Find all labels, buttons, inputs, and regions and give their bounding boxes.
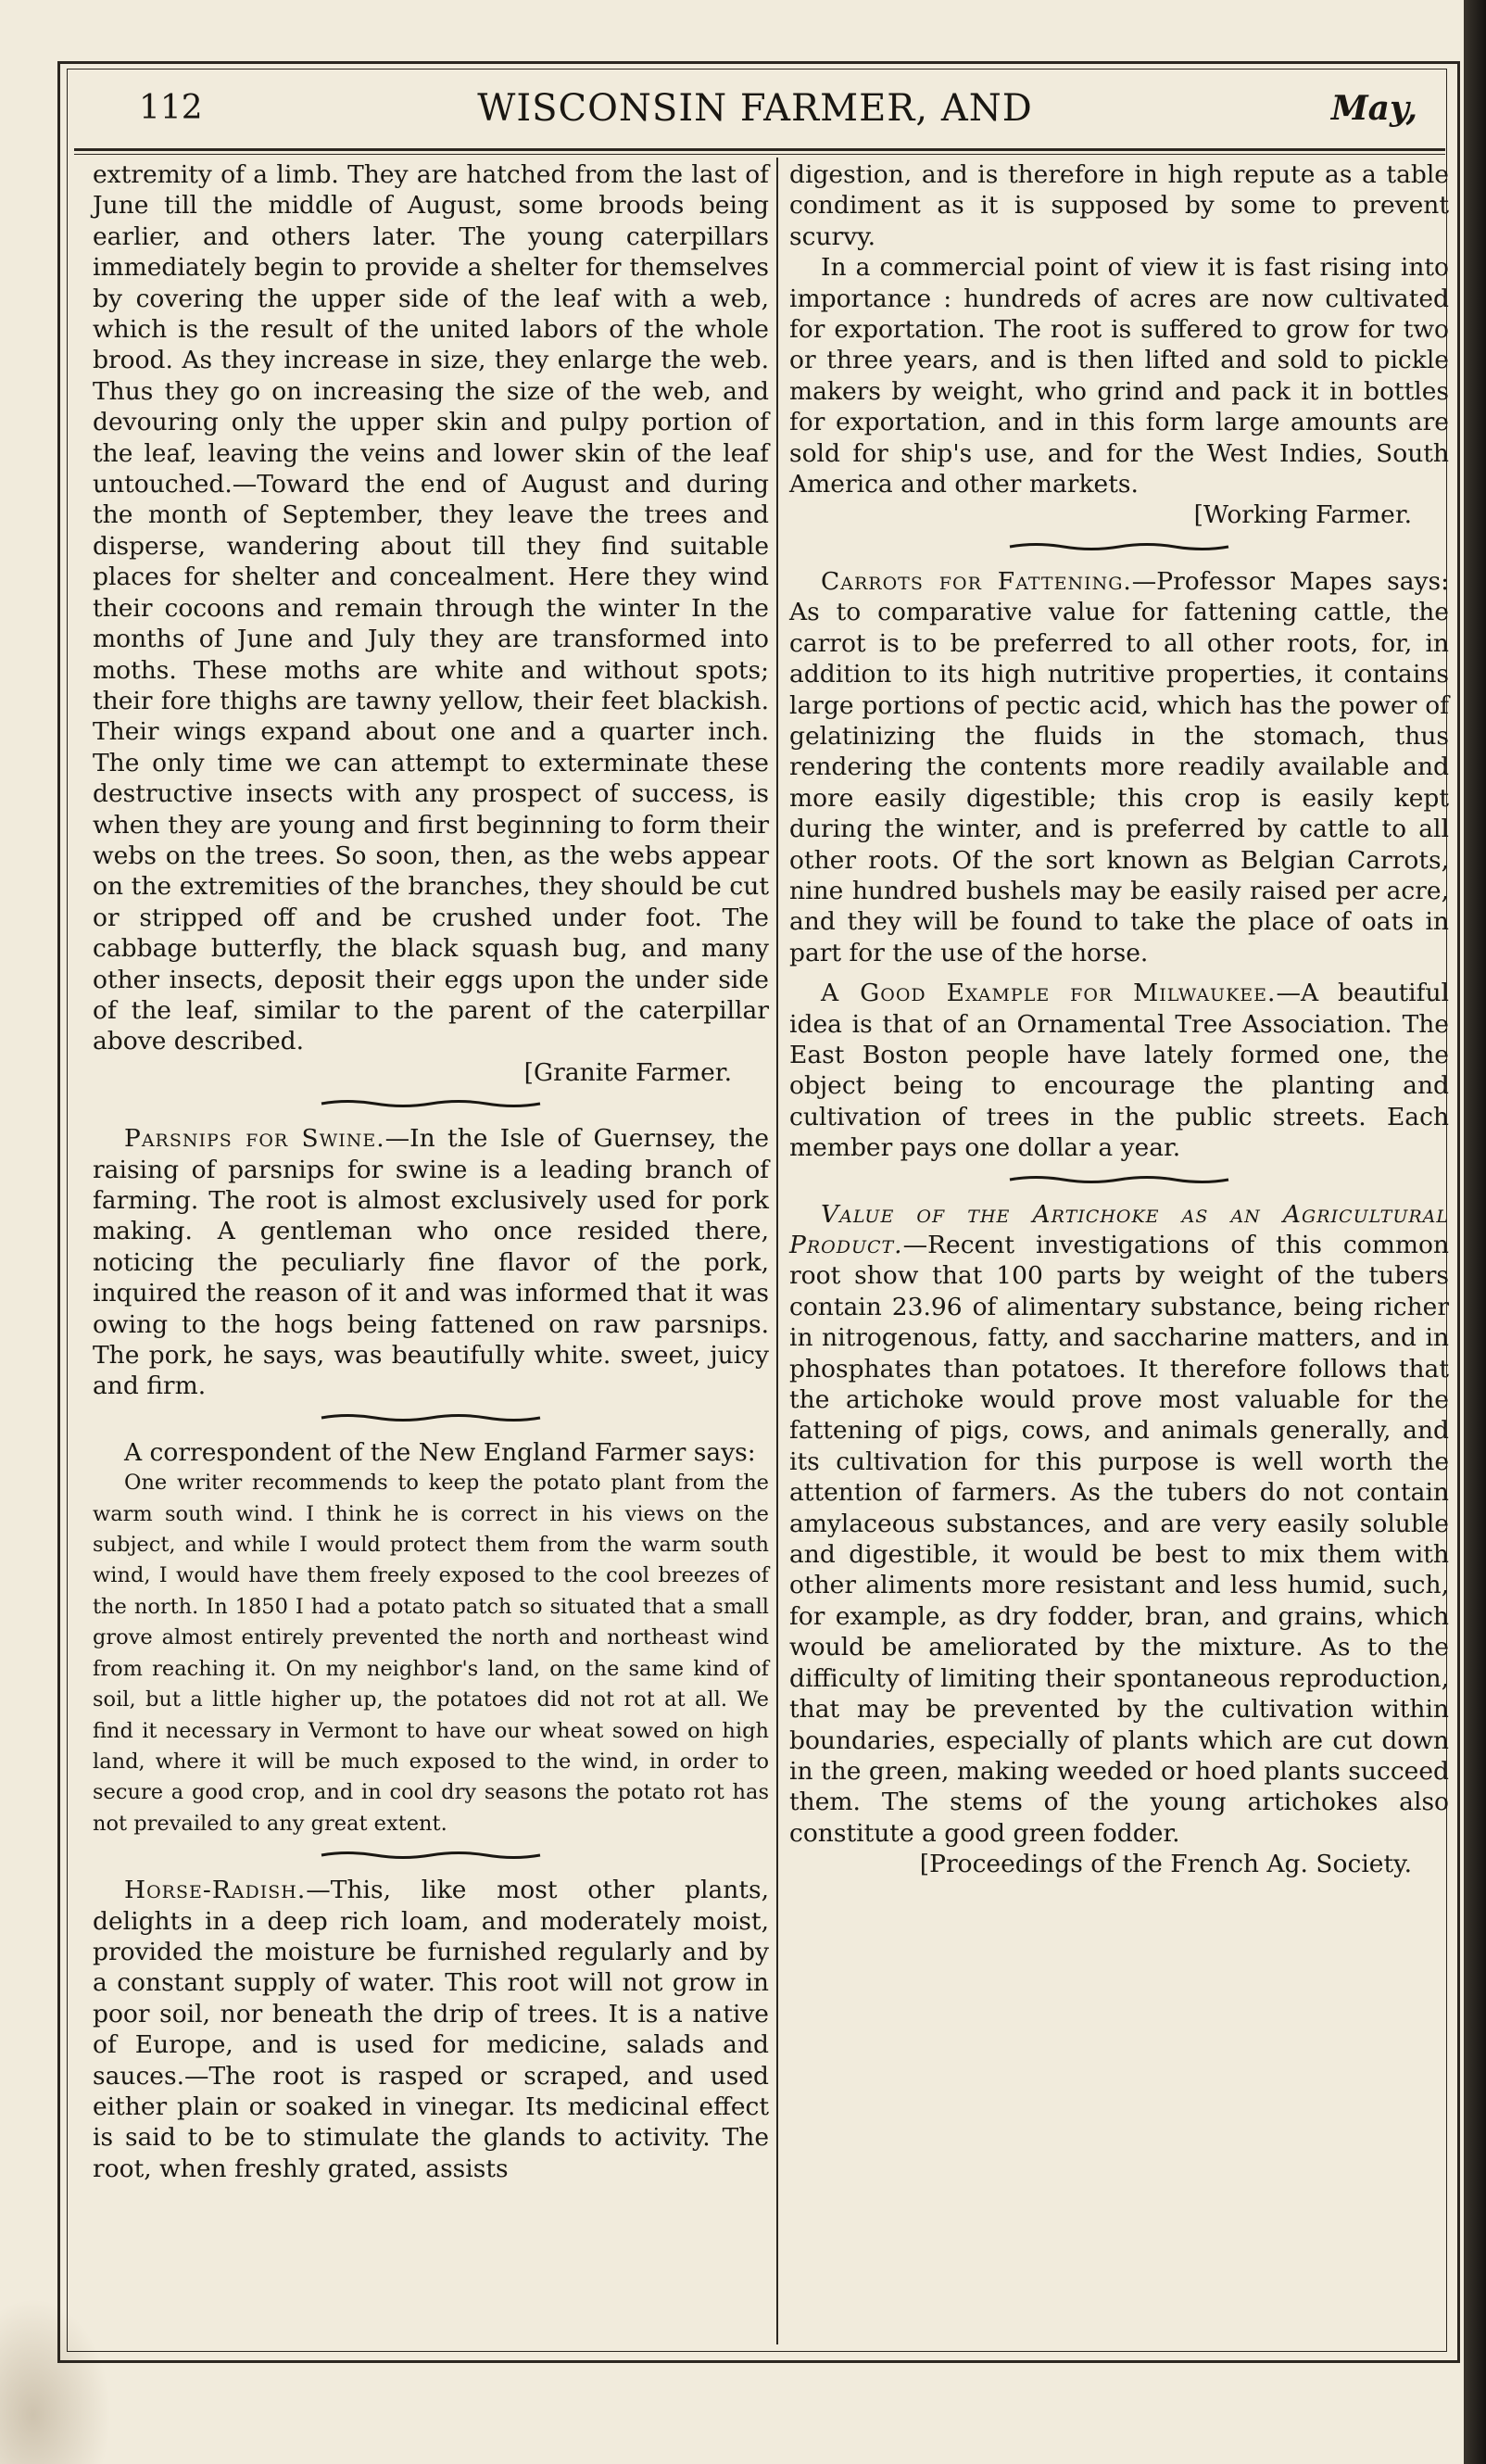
horse-radish-article [93, 1875, 769, 2184]
artichoke-source: [Proceedings of the French Ag. Society. [919, 1850, 1412, 1879]
ornamental-divider [320, 1849, 542, 1862]
caterpillar-article-text: extremity of a limb. They are hatched from the last of June till the middle of August, some broods being earlier, and others later. The young caterpillars immediately begin to provide a shelter for themselves by covering the upper side of the leaf with a web, which is the result of the united labors of the whole brood. As they increase in size, they enlarge the web. Thus they go on increasing the size of the web, and devouring only the upper skin and pulpy portion of the leaf, leaving the veins and lower skin of the leaf untouched.—Toward the end of August and during the month of September, they leave the trees and disperse, wandering about till they find suitable places for shelter and concealment. Here they wind their cocoons and remain through the winter In the months of June and July they are transformed into moths. These moths are white and without spots; their fore thighs are tawny yellow, their feet blackish. Their wings expand about one and a quarter inch. The only time we can attempt to exterminate these destructive insects with any prospect of success, is when they are young and first beginning to form their webs on the trees. So soon, then, as the webs appear on the extremities of the branches, they should be cut or stripped off and be crushed under foot. The cabbage butterfly, the black squash bug, and many other insects, deposit their eggs upon the under side of the leaf, similar to the parent of the caterpillar above described. [93, 160, 769, 1056]
left-column [93, 159, 769, 2184]
artichoke-article [789, 1199, 1449, 1850]
milwaukee-text: —A beautiful idea is that of an Ornamental Tree Association. The East Boston people have lately formed one, the object being to encourage the planting and cultivation of trees in the public streets. Each member pays one dollar a year. [789, 979, 1449, 1163]
ornamental-divider [320, 1097, 542, 1110]
carrots-article [789, 566, 1449, 968]
header-rule-thin [74, 154, 1445, 155]
ornamental-divider [1008, 540, 1230, 553]
header-rule [74, 148, 1445, 151]
ornamental-divider [320, 1411, 542, 1424]
artichoke-text: —Recent investigations of this common root show that 100 parts by weight of the tubers contain 23.96 of alimentary substance, being richer in nitrogenous, fatty, and saccharine matters, and in phosphates than potatoes. It therefore follows that the artichoke would prove most valuable for the fattening of pigs, cows, and animals generally, and its cultivation for this purpose is well worth the attention of farmers. As the tubers do not contain amylaceous substances, and are very easily soluble and digestible, it would be best to mix them with other aliments more resistant and less humid, such, for example, as dry fodder, bran, and grains, which would be ameliorated by the mixture. As to the difficulty of limiting their spontaneous reproduction, that may be prevented by the cultivation within boundaries, especially of plants which are cut down in the green, making weeded or hoed plants succeed them. The stems of the young artichokes also constitute a good green fodder. [789, 1231, 1449, 1848]
potato-letter-text: One writer recommends to keep the potato plant from the warm south wind. I think he is correct in his views on the subject, and while I would protect them from the warm south wind, I would have them freely exposed to the cool breezes of the north. In 1850 I had a potato patch so situated that a small grove almost entirely prevented the north and northeast wind from reaching it. On my neighbor's land, on the same kind of soil, but a little higher up, the potatoes did not rot at all. We find it necessary in Vermont to have our wheat sowed on high land, where it will be much exposed to the wind, in order to secure a good crop, and in cool dry seasons the potato rot has not prevailed to any great extent. [93, 1471, 769, 1836]
page-number: 112 [139, 89, 203, 127]
horse-radish-source: [Working Farmer. [1193, 500, 1412, 530]
carrots-heading: Carrots for Fattening. [821, 566, 1132, 596]
caterpillar-source: [Granite Farmer. [523, 1057, 732, 1087]
bottom-rule [57, 2361, 1458, 2363]
parsnips-heading: Parsnips for Swine. [124, 1124, 385, 1154]
horse-radish-text: —This, like most other plants, delights in a deep rich loam, and moderately moist, provided the moisture be furnished regularly and by a constant supply of water. This root will not grow in poor soil, nor beneath the drip of trees. It is a native of Europe, and is used for medicine, salads and sauces.—The root is rasped or scraped, and used either plain or soaked in vinegar. Its medicinal effect is said to be to stimulate the glands to activity. The root, when freshly grated, assists [93, 1876, 769, 2183]
potato-intro: A correspondent of the New England Farmer says: [124, 1437, 756, 1467]
running-header [74, 82, 1436, 156]
right-column [789, 159, 1449, 1880]
artichoke-heading: Value of the Artichoke as an Agricultural Product. [789, 1199, 1449, 1259]
parsnips-article [93, 1123, 769, 1402]
ornamental-divider [1008, 1173, 1230, 1186]
parsnips-text: —In the Isle of Guernsey, the raising of parsnips for swine is a leading branch of farming. The root is almost exclusively used for pork making. A gentleman who once resided there, noticing the peculiarly fine flavor of the pork, inquired the reason of it and was informed that it was owing to the hogs being fattened on raw parsnips. The pork, he says, was beautifully white. sweet, juicy and firm. [93, 1124, 770, 1401]
masthead-title: WISCONSIN FARMER, AND [477, 87, 1033, 130]
milwaukee-article [789, 978, 1449, 1163]
issue-month: May, [1330, 89, 1417, 128]
carrots-text: —Professor Mapes says: As to comparative value for fattening cattle, the carrot is to be preferred to all other roots, for, in addition to its high nutritive properties, it contains large portions of pectic acid, which has the power of gelatinizing the fluids in the stomach, thus rendering the contents more readily available and more easily digestible; this crop is easily kept during the winter, and is preferred by cattle to all other roots. Of the sort known as Belgian Carrots, nine hundred bushels may be easily raised per acre, and they will be found to take the place of oats in part for the use of the horse. [789, 566, 1449, 967]
horse-radish-heading: Horse-Radish. [124, 1876, 307, 1905]
horse-radish-continued: digestion, and is therefore in high repute as a table condiment as it is supposed by some to prevent scurvy. [789, 160, 1449, 251]
horse-radish-commercial: In a commercial point of view it is fast rising into importance : hundreds of acres are now cultivated for exportation. The root is suffered to grow for two or three years, and is then lifted and sold to pickle makers by weight, who grind and pack it in bottles for exportation, and in this form large amounts are sold for ship's use, and for the West Indies, South America and other markets. [789, 253, 1449, 499]
column-divider [776, 158, 778, 2344]
page-edge-shadow [1464, 0, 1486, 2464]
milwaukee-heading: A Good Example for Milwaukee. [821, 979, 1277, 1008]
